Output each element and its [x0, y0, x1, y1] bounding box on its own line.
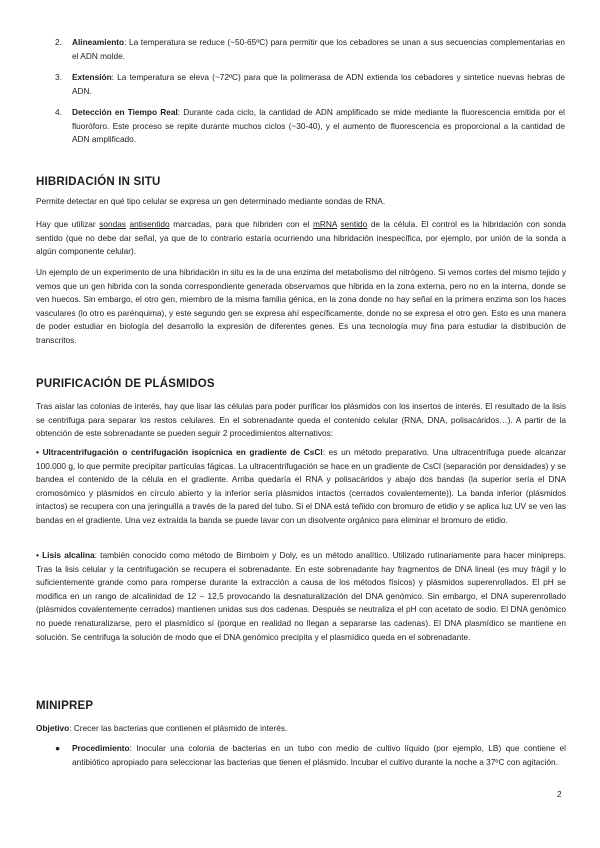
method-ultracentrifugacion: • Ultracentrifugación o centrifugación isopícnica en gradiente de CsCl: es un método preparativo. Una ultracentrifuga puede alcanzar 100.000 g, lo que permite precipitar partículas fágicas. La ultracentrifugación se hace en un gradiente de CsCl (separación por densidades) y se bandea el contenido de la célula en el gradiente. Arriba quedaría el RNA y polisacáridos y abajo dos bandas (la superior sería el DNA cromosómico y plásmidos en círculo abierto y la inferior sería plásmidos intactos (cerrados covalentemente)). La banda inferior (plásmidos intactos) se recupera con una jeringuilla a través de la pared del tubo. Si el DNA está teñido con bromuro de etidio y se aplica luz UV se ven las bandas en el gradiente. Una vez extraída la banda se puede lavar con un disolvente orgánico para eliminar el bromuro de etidio. — [36, 447, 566, 525]
list-item-step-3 — [55, 71, 565, 98]
list-item-step-2 — [55, 36, 565, 63]
list-item-procedimiento — [55, 742, 566, 769]
method-lisis-alcalina: • Lisis alcalina: también conocido como método de Birnboim y Doly, es un método analítico. Utilizado rutinariamente para hacer minipreps. Tras la lisis celular y la centrifugación se recupera el sobrenadante. En este sobrenadante hay fragmentos de DNA lineal (es muy frágil y lo suficientemente grande como para romperse durante la extracción a causa de los métodos físicos) y plásmidos superenrollados. El pH se modifica en un rango de alcalinidad de 12 – 12,5 provocando la desnaturalización del DNA genómico. Sin embargo, el DNA superenrollado (plásmidos covalentemente cerrados) mantienen unidas sus dos cadenas. Después se neutraliza el pH con acetato de sodio. El DNA genómico no puede renaturalizarse, pero el plasmídico sí (porque en realidad no llegan a separarse las cadenas). El DNA plasmídico se mantiene en solución. Se centrifuga la solución de modo que el DNA genómico precipita y el plasmídico queda en el sobrenadante. — [36, 550, 566, 642]
step-term: Extensión — [72, 72, 112, 82]
step-term: Detección en Tiempo Real — [72, 107, 178, 117]
objective-line: Objetivo: Crecer las bacterias que contienen el plásmido de interés. — [36, 723, 288, 733]
section-heading-purificacion: PURIFICACIÓN DE PLÁSMIDOS — [36, 378, 215, 390]
list-number: 4. — [55, 107, 62, 117]
paragraph: Tras aislar las colonias de interés, hay que lisar las células para poder purificar los plásmidos con los insertos de interés. El resultado de la lisis se centrifuga para separar los restos celulares. En el sobrenadante queda el contenido celular (RNA, DNA, polisacáridos…). A partir de la obtención de este sobrenadante se pueden seguir 2 procedimientos alternativos: — [36, 401, 566, 439]
list-text: Detección en Tiempo Real: Durante cada ciclo, la cantidad de ADN amplificado se mide mediante la fluorescencia emitida por el fluoróforo. Este proceso se repite durante muchos ciclos (~30-40), y el aumento de fluorescencia es proporcional a la cantidad de ADN amplificado. — [72, 107, 565, 145]
bullet-icon: ● — [55, 743, 61, 753]
list-number: 3. — [55, 72, 62, 82]
step-term: Alineamiento — [72, 37, 125, 47]
list-text: Procedimiento: Inocular una colonia de bacterias en un tubo con medio de cultivo líquido (por ejemplo, LB) que contiene el antibiótico apropiado para seleccionar las bacterias que tienen el plásmido. Incubar el cultivo durante la noche a 37ºC con agitación. — [72, 743, 566, 767]
paragraph: Un ejemplo de un experimento de una hibridación in situ es la de una enzima del metabolismo del nitrógeno. Si vemos cortes del mismo tejido y vemos que un gen hibrida con la sonda correspondiente generada observamos que hibrida en la zona externa, pero no en la interna, donde se ven huecos. Sin embargo, el otro gen, miembro de la misma familia génica, en la zona donde no hay señal en la primera enzima son los haces vasculares (lo otro es parénquima), y este segundo gen se expresa ahí específicamente, donde no se expresa el otro gen. Esto es una manera de poder estudiar en biología del desarrollo la expresión de diferentes genes. Es una tecnología muy fina para estudiar la distribución de transcritos. — [36, 267, 566, 345]
section-heading-hibridacion: HIBRIDACIÓN IN SITU — [36, 176, 161, 188]
list-item-step-4 — [55, 106, 565, 147]
list-text: Extensión: La temperatura se eleva (~72ºC) para que la polimerasa de ADN extienda los cebadores y sintetice nuevas hebras de ADN. — [72, 72, 565, 96]
list-text: Alineamiento: La temperatura se reduce (~50-65ºC) para permitir que los cebadores se unan a sus secuencias complementarias en el ADN molde. — [72, 37, 565, 61]
paragraph: Permite detectar en qué tipo celular se expresa un gen determinado mediante sondas de RNA. — [36, 196, 386, 206]
list-number: 2. — [55, 37, 62, 47]
section-heading-miniprep: MINIPREP — [36, 700, 94, 712]
paragraph: Hay que utilizar sondas antisentido marcadas, para que hibriden con el mRNA sentido de la célula. El control es la hibridación con sonda sentido (que no debe dar señal, ya que de lo contrario estaría ocurriendo una hibridación inespecífica, por ejemplo, por unión de la sonda a algún componente celular). — [36, 219, 566, 257]
page-number: 2 — [557, 789, 562, 799]
